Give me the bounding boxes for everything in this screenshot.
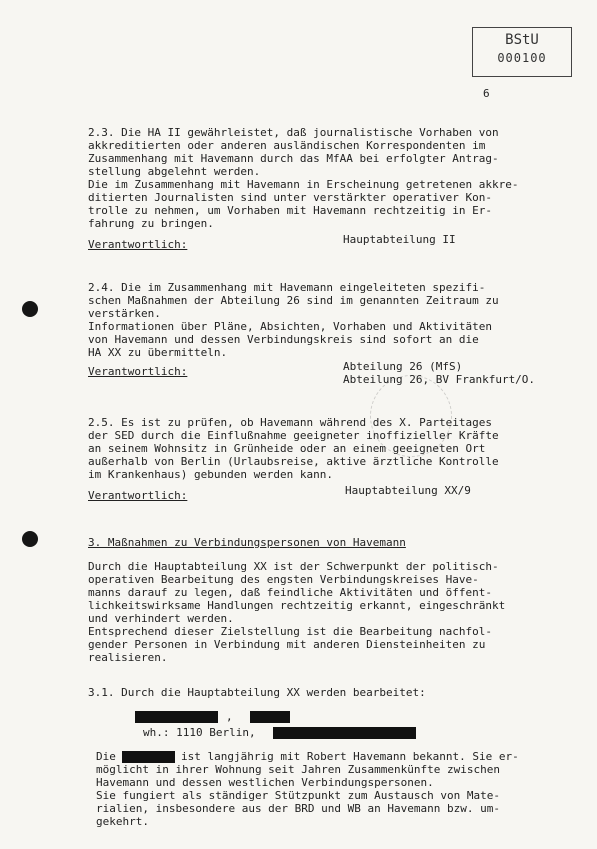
text-line: gender Personen in Verbindung mit anderen Diensteinheiten zu (88, 638, 486, 651)
section-heading: 3. Maßnahmen zu Verbindungspersonen von Havemann (88, 536, 406, 549)
subsection-heading: 3.1. Durch die Hauptabteilung XX werden bearbeitet: (88, 686, 426, 699)
text-line: Die (96, 750, 116, 763)
text-line: außerhalb von Berlin (Urlaubsreise, aktive ärztliche Kontrolle (88, 455, 499, 468)
text-line: an seinem Wohnsitz in Grünheide oder an einem geeigneten Ort (88, 442, 486, 455)
stamp-line-1: BStU (505, 32, 539, 48)
responsible-unit: Hauptabteilung II (343, 233, 456, 246)
text-line: Zusammenhang mit Havemann durch das MfAA bei erfolgter Antrag- (88, 152, 499, 165)
text-line: rialien, insbesondere aus der BRD und WB an Havemann bzw. um- (96, 802, 500, 815)
redaction-bar (135, 711, 218, 723)
text-line: HA XX zu übermitteln. (88, 346, 228, 359)
responsible-label: Verantwortlich: (88, 238, 188, 251)
page-number: 6 (483, 87, 490, 100)
text-line: realisieren. (88, 651, 168, 664)
text-line: und verhindert werden. (88, 612, 234, 625)
text-line: stellung abgelehnt werden. (88, 165, 261, 178)
text-line: verstärken. (88, 307, 161, 320)
text-line: manns darauf zu legen, daß feindliche Aktivitäten und öffent- (88, 586, 492, 599)
archive-stamp (472, 27, 572, 77)
text-line: 2.5. Es ist zu prüfen, ob Havemann während des X. Parteitages (88, 416, 492, 429)
comma: , (226, 710, 233, 723)
text-line: von Havemann und dessen Verbindungskreis sind sofort an die (88, 333, 479, 346)
text-line: möglicht in ihrer Wohnung seit Jahren Zusammenkünfte zwischen (96, 763, 500, 776)
redaction-bar (122, 751, 175, 763)
text-line: ditierten Journalisten sind unter verstärkter operativer Kon- (88, 191, 492, 204)
responsible-label: Verantwortlich: (88, 365, 188, 378)
text-line: gekehrt. (96, 815, 149, 828)
responsible-unit: Hauptabteilung XX/9 (345, 484, 471, 497)
address-text: wh.: 1110 Berlin, (143, 726, 256, 739)
text-line: akkreditierten oder anderen ausländischen Korrespondenten im (88, 139, 486, 152)
responsible-unit: Abteilung 26, BV Frankfurt/O. (343, 373, 536, 386)
text-line: Informationen über Pläne, Absichten, Vorhaben und Aktivitäten (88, 320, 492, 333)
stamp-line-2: 000100 (497, 51, 547, 65)
text-line: im Krankenhaus) gebunden werden kann. (88, 468, 334, 481)
punch-hole-icon (22, 531, 38, 547)
text-line: operativen Bearbeitung des engsten Verbindungskreises Have- (88, 573, 479, 586)
text-line: ist langjährig mit Robert Havemann bekannt. Sie er- (181, 750, 519, 763)
text-line: Entsprechend dieser Zielstellung ist die Bearbeitung nachfol- (88, 625, 492, 638)
redaction-bar (250, 711, 290, 723)
text-line: Havemann und dessen westlichen Verbindungspersonen. (96, 776, 434, 789)
text-line: Sie fungiert als ständiger Stützpunkt zum Austausch von Mate- (96, 789, 500, 802)
text-line: fahrung zu bringen. (88, 217, 214, 230)
text-line: Die im Zusammenhang mit Havemann in Erscheinung getretenen akkre- (88, 178, 519, 191)
text-line: 2.4. Die im Zusammenhang mit Havemann eingeleiteten spezifi- (88, 281, 486, 294)
text-line: lichkeitswirksame Handlungen rechtzeitig erkannt, eingeschränkt (88, 599, 506, 612)
text-line: trolle zu nehmen, um Vorhaben mit Havemann rechtzeitig in Er- (88, 204, 492, 217)
text-line: der SED durch die Einflußnahme geeigneter inoffizieller Kräfte (88, 429, 499, 442)
text-line: 2.3. Die HA II gewährleistet, daß journalistische Vorhaben von (88, 126, 499, 139)
responsible-label: Verantwortlich: (88, 489, 188, 502)
responsible-unit: Abteilung 26 (MfS) (343, 360, 463, 373)
redaction-bar (273, 727, 416, 739)
punch-hole-icon (22, 301, 38, 317)
text-line: schen Maßnahmen der Abteilung 26 sind im genannten Zeitraum zu (88, 294, 499, 307)
text-line: Durch die Hauptabteilung XX ist der Schwerpunkt der politisch- (88, 560, 499, 573)
